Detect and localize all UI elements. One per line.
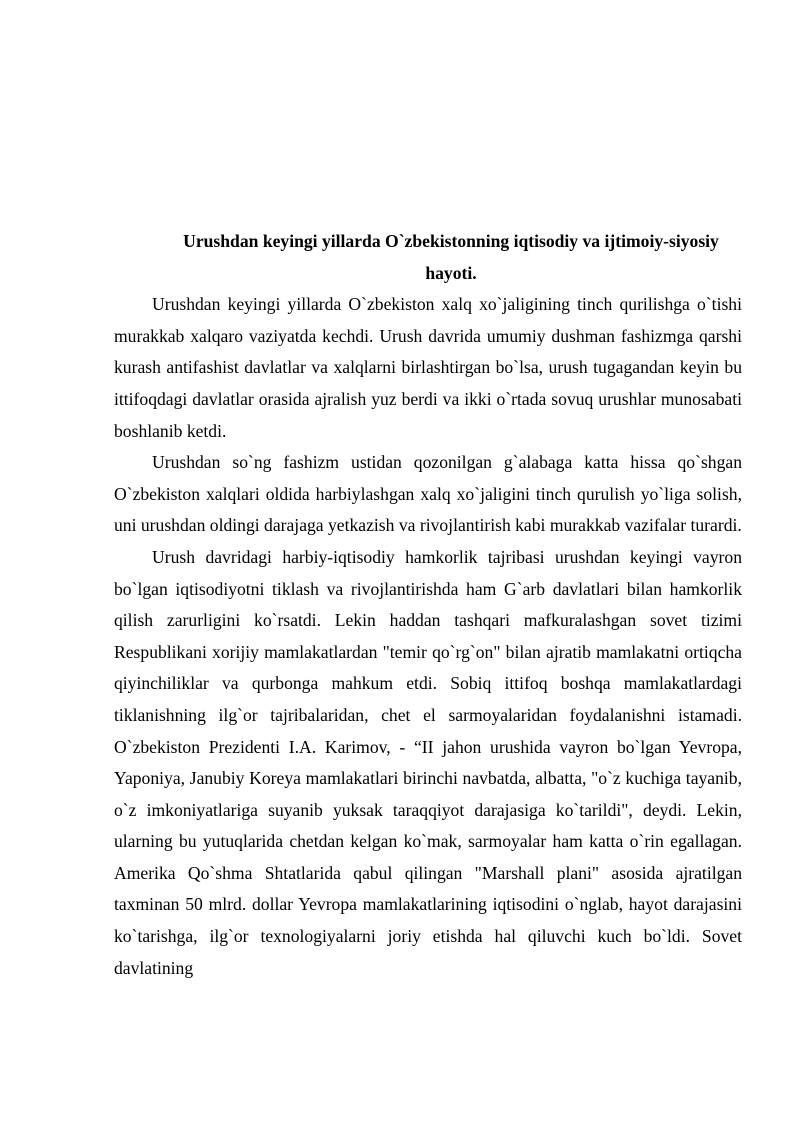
paragraph-3: Urush davridagi harbiy-iqtisodiy hamkorlik tajribasi urushdan keyingi vayron bo`lgan iqtisodiyotni tiklash va rivojlantirishda ham G`arb davlatlari bilan hamkorlik qilish zarurligini ko`rsatdi. Lekin haddan tashqari mafkuralashgan sovet tizimi Respublikani xorijiy mamlakatlardan "temir qo`rg`on" bilan ajratib mamlakatni ortiqcha qiyinchiliklar va qurbonga mahkum etdi. Sobiq ittifoq boshqa mamlakatlardagi tiklanishning ilg`or tajribalaridan, chet el sarmoyalaridan foydalanishni istamadi. O`zbekiston Prezidenti I.A. Karimov, - “II jahon urushida vayron bo`lgan Yevropa, Yaponiya, Janubiy Koreya mamlakatlari birinchi navbatda, albatta, "o`z kuchiga tayanib, o`z imkoniyatlariga suyanib yuksak taraqqiyot darajasiga ko`tarildi", deydi. Lekin, ularning bu yutuqlarida chetdan kelgan ko`mak, sarmoyalar ham katta o`rin egallagan. Amerika Qo`shma Shtatlarida qabul qilingan "Marshall plani" asosida ajratilgan taxminan 50 mlrd. dollar Yevropa mamlakatlarining iqtisodini o`nglab, hayot darajasini ko`tarishga, ilg`or texnologiyalarni joriy etishda hal qiluvchi kuch bo`ldi. Sovet davlatining <box>114 546 742 978</box>
document-title <box>114 226 742 289</box>
document-body <box>114 226 742 984</box>
title-line-2: hayoti. <box>425 262 477 283</box>
paragraph-1: Urushdan keyingi yillarda O`zbekiston xalq xo`jaligining tinch qurilishga o`tishi murakkab xalqaro vaziyatda kechdi. Urush davrida umumiy dushman fashizmga qarshi kurash antifashist davlatlar va xalqlarni birlashtirgan bo`lsa, urush tugagandan keyin bu ittifoqdagi davlatlar orasida ajralish yuz berdi va ikki o`rtada sovuq urushlar munosabati boshlanib ketdi. <box>114 294 742 441</box>
paragraph-2: Urushdan so`ng fashizm ustidan qozonilgan g`alabaga katta hissa qo`shgan O`zbekiston xalqlari oldida harbiylashgan xalq xo`jaligini tinch qurulish yo`liga solish, uni urushdan oldingi darajaga yetkazish va rivojlantirish kabi murakkab vazifalar turardi. <box>114 452 742 536</box>
title-line-1: Urushdan keyingi yillarda O`zbekistonning iqtisodiy va ijtimoiy-siyosiy <box>183 231 719 251</box>
